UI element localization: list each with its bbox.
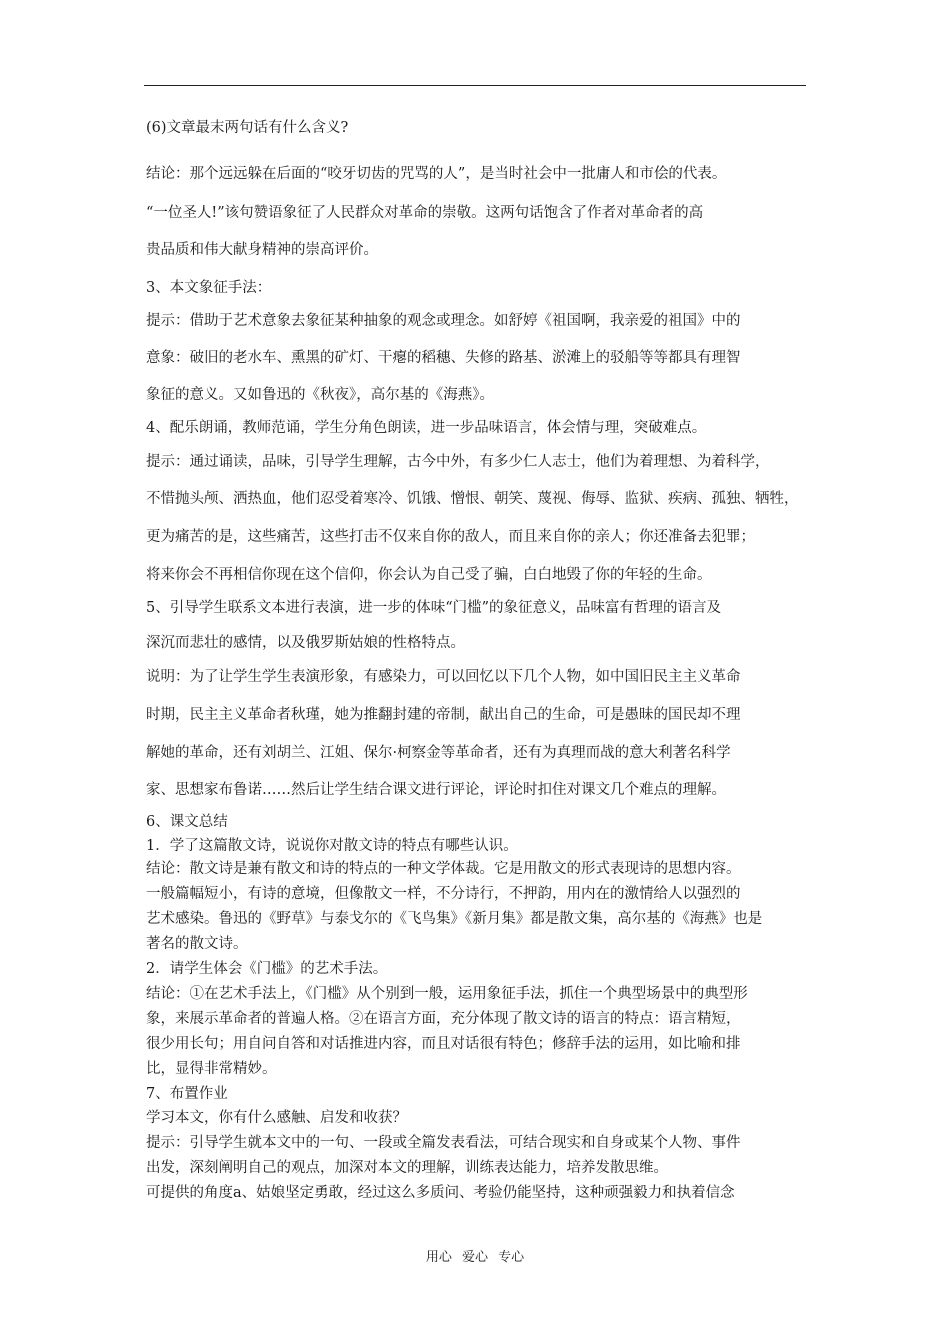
text-line: 3、本文象征手法： [146,280,272,296]
text-line: 7、布置作业 [146,1086,228,1102]
text-line: 更为痛苦的是，这些痛苦，这些打击不仅来自你的敌人，而且来自你的亲人；你还准备去犯罪； [146,529,755,545]
text-line: 可提供的角度a、姑娘坚定勇敢，经过这么多质问、考验仍能坚持，这种顽强毅力和执着信念 [146,1185,735,1201]
text-line: 意象：破旧的老水车、熏黑的矿灯、干瘪的稻穗、失修的路基、淤滩上的驳船等等都具有理智 [146,350,741,366]
text-line: 结论：散文诗是兼有散文和诗的特点的一种文学体裁。它是用散文的形式表现诗的思想内容。 [146,861,741,877]
text-line: 出发，深刻阐明自己的观点，加深对本文的理解，训练表达能力，培养发散思维。 [146,1160,668,1176]
text-line: 比，显得非常精妙。 [146,1061,277,1077]
text-line: 4、配乐朗诵，教师范诵，学生分角色朗读，进一步品味语言，体会情与理，突破难点。 [146,420,707,436]
text-line: 结论：那个远远躲在后面的“咬牙切齿的咒骂的人”，是当时社会中一批庸人和市侩的代表。 [146,166,727,182]
text-line: 一般篇幅短小，有诗的意境，但像散文一样，不分诗行，不押韵，用内在的激情给人以强烈的 [146,886,741,902]
text-line: 象，来展示革命者的普遍人格。②在语言方面，充分体现了散文诗的语言的特点：语言精短， [146,1011,741,1027]
text-line: 2．请学生体会《门槛》的艺术手法。 [146,961,388,977]
text-line: 说明：为了让学生学生表演形象，有感染力，可以回忆以下几个人物，如中国旧民主主义革命 [146,669,741,685]
text-line: (6)文章最末两句话有什么含义? [146,120,349,136]
text-line: 结论：①在艺术手法上，《门槛》从个别到一般，运用象征手法，抓住一个典型场景中的典型形 [146,986,748,1002]
text-line: 5、引导学生联系文本进行表演，进一步的体味“门槛”的象征意义，品味富有哲理的语言及 [146,600,722,616]
text-line: 学习本文，你有什么感触、启发和收获？ [146,1110,407,1126]
text-line: 将来你会不再相信你现在这个信仰，你会认为自己受了骗，白白地毁了你的年轻的生命。 [146,567,712,583]
header-rule [144,85,806,86]
text-line: 提示：引导学生就本文中的一句、一段或全篇发表看法，可结合现实和自身或某个人物、事件 [146,1135,741,1151]
page-footer: 用心 爱心 专心 [425,1250,525,1265]
text-line: 提示：借助于艺术意象去象征某种抽象的观念或理念。如舒婷《祖国啊，我亲爱的祖国》中的 [146,313,741,329]
text-line: 深沉而悲壮的感情，以及俄罗斯姑娘的性格特点。 [146,635,465,651]
text-line: 艺术感染。鲁迅的《野草》与泰戈尔的《飞鸟集》《新月集》都是散文集，高尔基的《海燕》也是 [146,911,763,927]
text-line: 提示：通过诵读，品味，引导学生理解，古今中外，有多少仁人志士，他们为着理想、为着科学， [146,454,770,470]
text-line: 时期，民主主义革命者秋瑾，她为推翻封建的帝制，献出自己的生命，可是愚昧的国民却不理 [146,707,741,723]
text-line: 1．学了这篇散文诗，说说你对散文诗的特点有哪些认识。 [146,838,518,854]
text-line: 6、课文总结 [146,814,228,830]
text-line: 家、思想家布鲁诺……然后让学生结合课文进行评论，评论时扣住对课文几个难点的理解。 [146,782,726,798]
text-line: 解她的革命，还有刘胡兰、江姐、保尔·柯察金等革命者，还有为真理而战的意大利著名科学 [146,745,731,761]
text-line: 象征的意义。又如鲁迅的《秋夜》，高尔基的《海燕》。 [146,387,494,403]
text-line: 很少用长句；用自问自答和对话推进内容，而且对话很有特色；修辞手法的运用，如比喻和排 [146,1036,741,1052]
text-line: 贵品质和伟大献身精神的崇高评价。 [146,242,378,258]
text-line: 著名的散文诗。 [146,936,248,952]
text-line: “一位圣人!”该句赞语象征了人民群众对革命的崇敬。这两句话饱含了作者对革命者的高 [146,205,704,221]
text-line: 不惜抛头颅、洒热血，他们忍受着寒冷、饥饿、憎恨、朝笑、蔑视、侮辱、监狱、疾病、孤独、牺牲， [146,491,799,507]
